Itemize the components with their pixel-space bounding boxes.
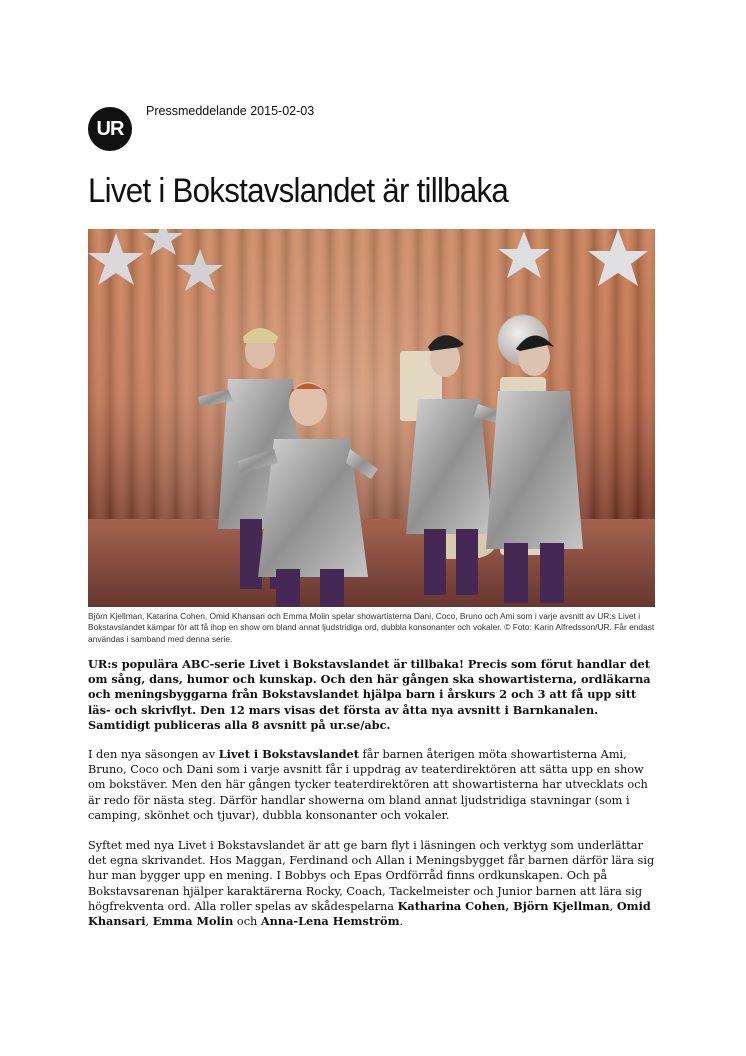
- text-segment: får barnen återigen möta showartisterna Ami, Bruno, Coco och Dani som i varje avsnitt får i uppdrag av teaterdirektören att sätta upp en show om bokstäver. Men den här gången tycker teaterdirektören att showartisterna har utvecklats och är redo för nästa steg. Därför handlar showerna om bland annat ljudstridiga stavningar (som i camping, skönhet och tjuvar), dubbla konsonanter och vokaler.: [88, 748, 648, 822]
- text-segment: ,: [145, 915, 153, 929]
- text-segment: .: [399, 915, 404, 929]
- text-segment: och: [233, 915, 261, 929]
- lead-paragraph: UR:s populära ABC-serie Livet i Bokstavslandet är tillbaka! Precis som förut handlar det om sång, dans, humor och kunskap. Och den här gången ska showartisterna, ordläkarna och meningsbyggarna från Bokstavslandet hjälpa barn i årskurs 2 och 3 att få upp sitt läs- och skrivflyt. Den 12 mars visas det första av åtta nya avsnitt i Barnkanalen. Samtidigt publiceras alla 8 avsnitt på ur.se/abc.: [88, 657, 651, 732]
- ur-logo: UR: [88, 107, 132, 151]
- body-paragraph-2: [88, 838, 660, 929]
- actor-name: Anna-Lena Hemström: [260, 914, 400, 929]
- actor-name: Omid Khansari: [88, 898, 651, 929]
- body-paragraph-1: [88, 747, 660, 823]
- cast-photo: [88, 229, 655, 607]
- actor-name: Emma Molin: [152, 914, 234, 929]
- page-title: Livet i Bokstavslandet är tillbaka: [88, 172, 509, 210]
- text-segment: I den nya säsongen av: [88, 748, 219, 761]
- series-title: Livet i Bokstavslandet: [218, 747, 359, 761]
- photo-caption: Björn Kjellman, Katarina Cohen, Omid Khansari och Emma Molin spelar showartisterna Dani, Coco, Bruno och Ami som i varje avsnitt av UR:s Livet i Bokstavslandet kämpar för att få ihop en show om bland annat ljudstridiga ord, dubbla konsonanter och vokaler. © Foto: Karin Alfredsson/UR. Får endast användas i samband med denna serie.: [88, 611, 655, 644]
- actor-names: Katharina Cohen, Björn Kjellman: [397, 898, 610, 913]
- text-segment: Syftet med nya Livet i Bokstavslandet är att ge barn flyt i läsningen och verktyg som underlättar det egna skrivandet. Hos Maggan, Ferdinand och Allan i Meningsbygget får barnen därför lära sig hur man bygger upp en mening. I Bobbys och Epas Ordförråd finns ordkunskapen. Och på Bokstavsarenan hjälper karaktärerna Rocky, Coach, Tackelmeister och Junior barnen att lära sig högfrekventa ord. Alla roller spelas av skådespelarna: [88, 839, 655, 913]
- press-release-date: Pressmeddelande 2015-02-03: [146, 104, 315, 118]
- text-segment: ,: [609, 899, 617, 913]
